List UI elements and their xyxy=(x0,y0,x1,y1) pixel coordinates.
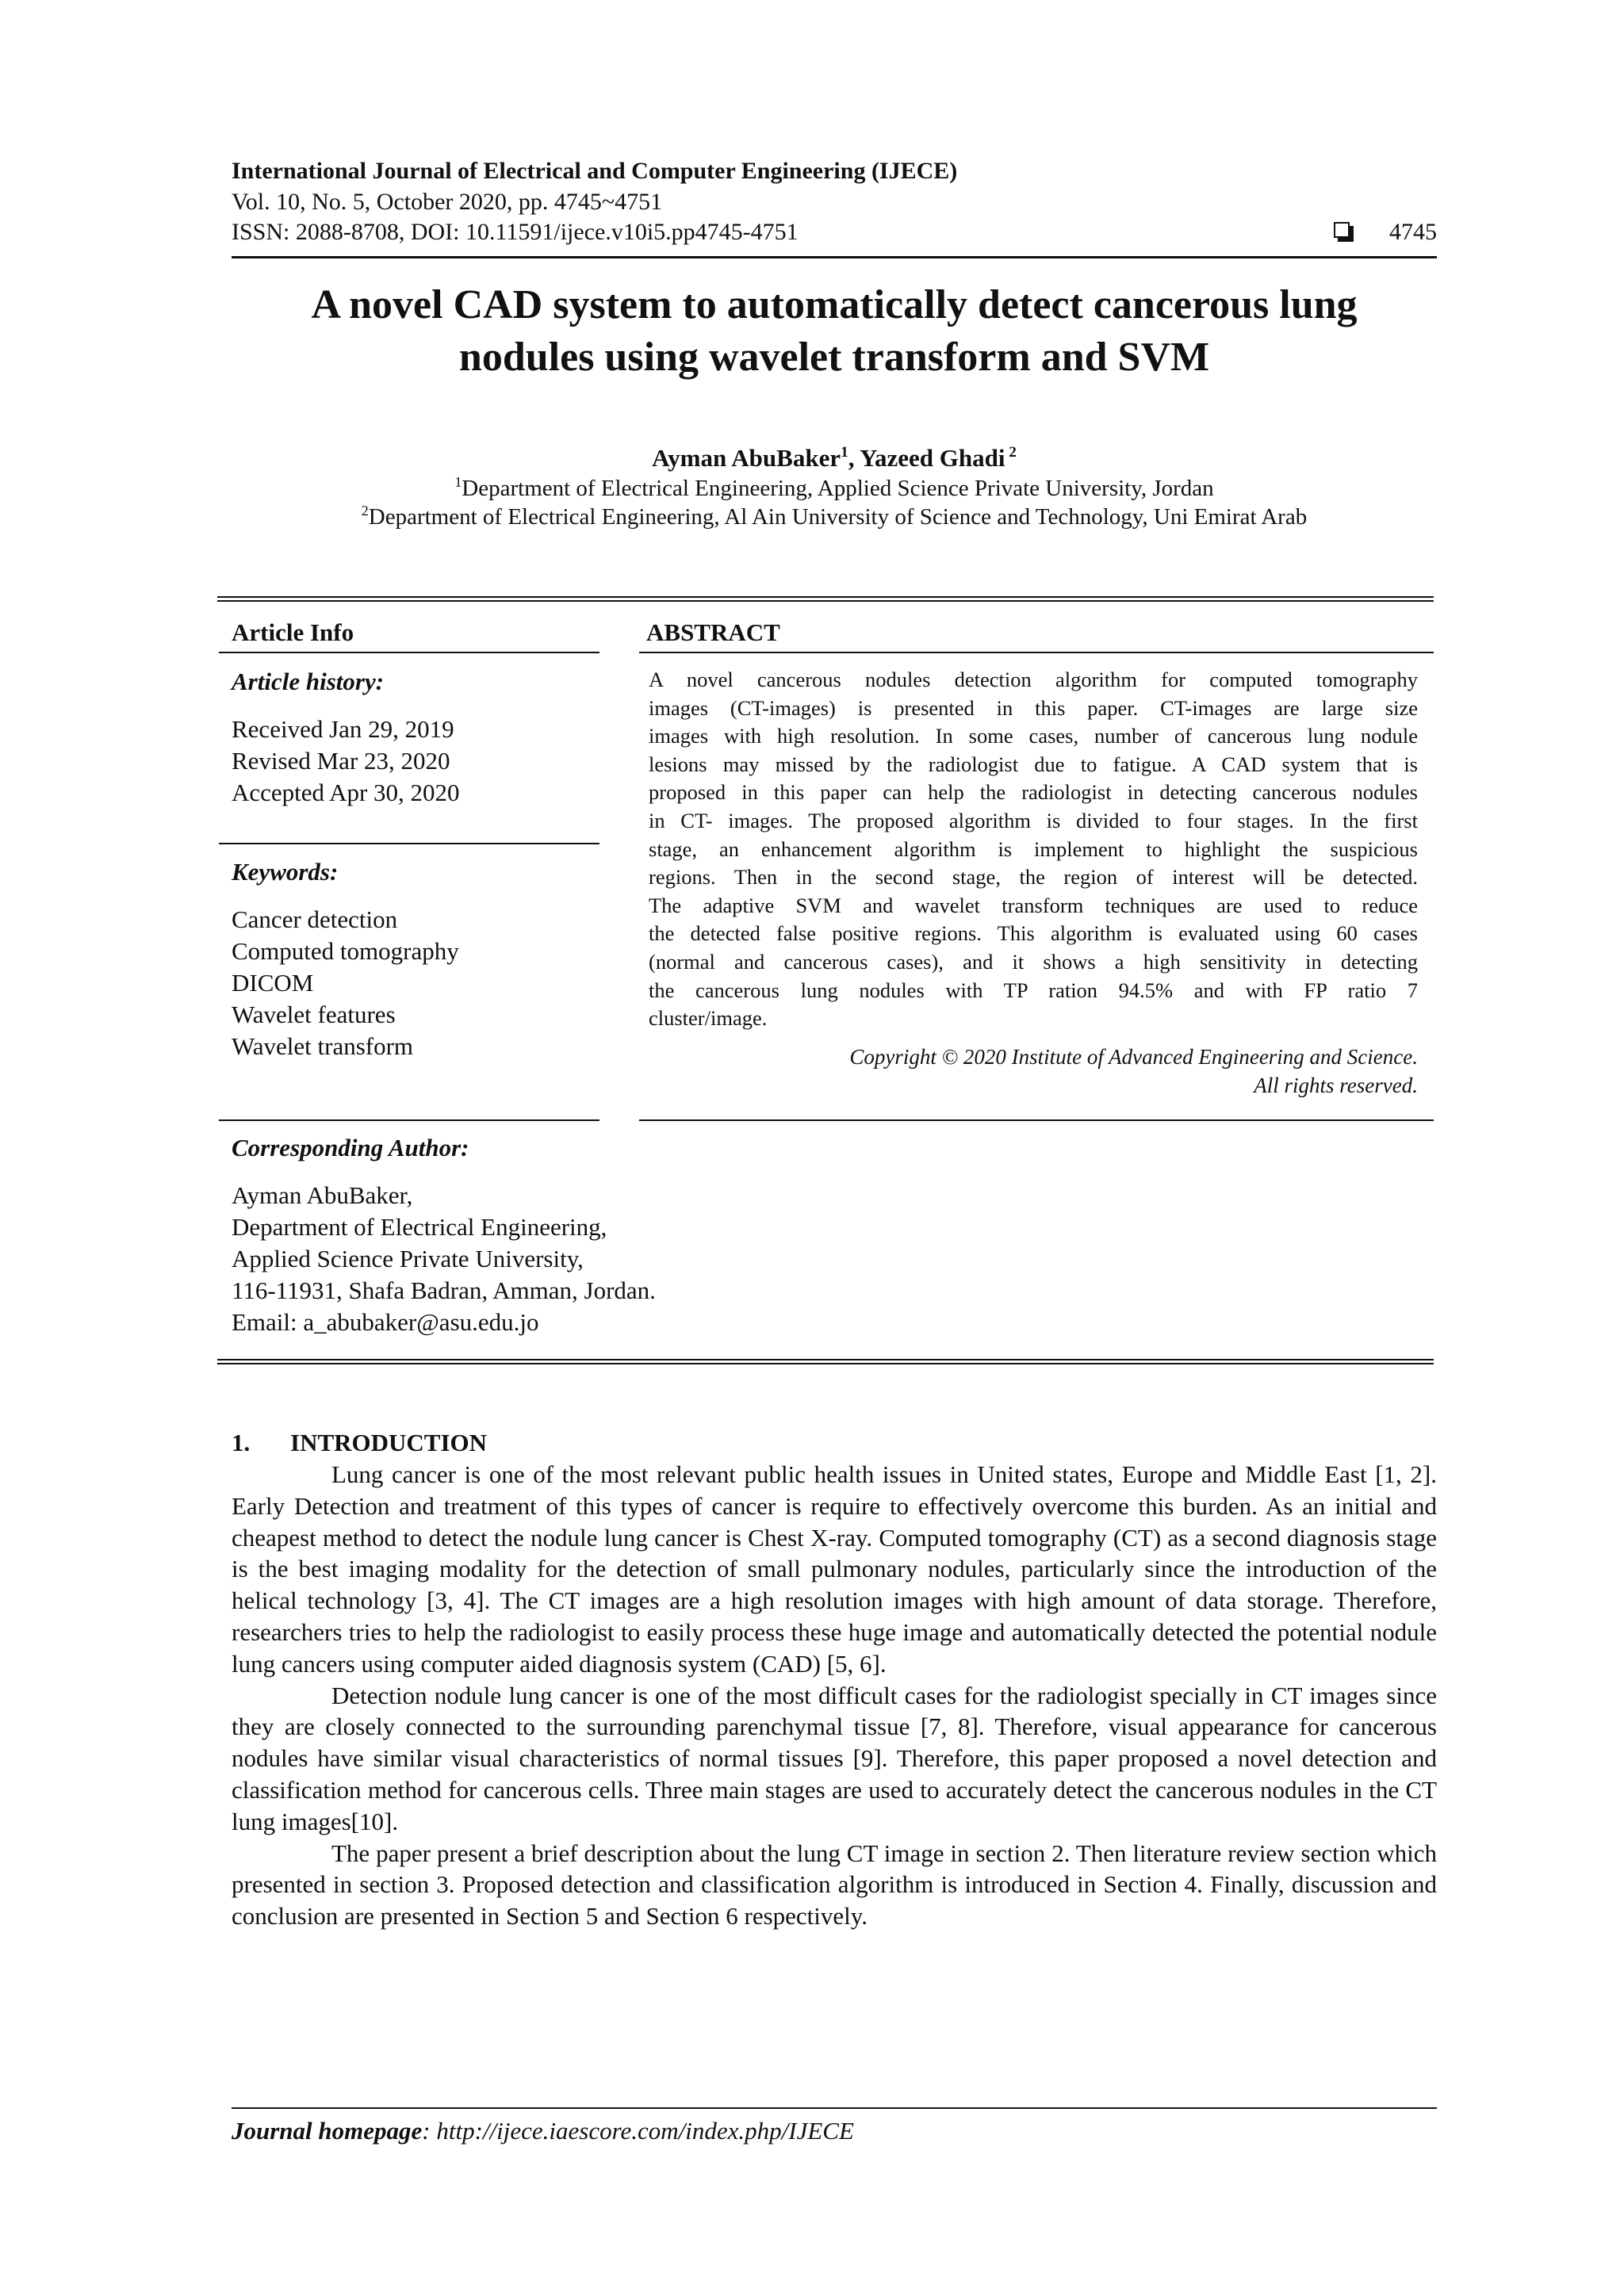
issn-line xyxy=(232,217,1437,247)
abstract-line: lesions may missed by the radiologist due to fatigue. A CAD system that is xyxy=(649,752,1418,776)
author-separator: , xyxy=(848,444,860,472)
received-date: Received Jan 29, 2019 xyxy=(232,715,454,743)
affiliation-1-marker: 1 xyxy=(454,474,462,491)
footer xyxy=(232,2115,854,2147)
abstract-line: stage, an enhancement algorithm is implement to highlight the suspicious xyxy=(649,836,1418,861)
abstract-bottom-rule xyxy=(639,1119,1434,1121)
journal-name: International Journal of Electrical and Computer Engineering (IJECE) xyxy=(232,158,958,184)
author-1: Ayman AbuBaker xyxy=(652,444,841,472)
article-history-heading: Article history: xyxy=(232,668,385,695)
affiliation-2-marker: 2 xyxy=(361,503,369,519)
article-info-heading: Article Info xyxy=(232,618,354,646)
affiliation-1 xyxy=(232,474,1437,503)
title-line-2: nodules using wavelet transform and SVM xyxy=(458,335,1210,380)
running-header xyxy=(232,155,1437,247)
keyword-item: Cancer detection xyxy=(232,905,398,933)
footer-label: Journal homepage xyxy=(232,2117,423,2145)
paper-title xyxy=(232,279,1437,384)
abstract-heading: ABSTRACT xyxy=(646,618,780,646)
keywords-rule xyxy=(219,1119,599,1121)
checkbox-square-icon xyxy=(1334,222,1350,238)
abstract-line: the cancerous lung nodules with TP ration 94.5% and with FP ratio 7 xyxy=(649,978,1418,1002)
abstract-line: the detected false positive regions. This algorithm is evaluated using 60 cases xyxy=(649,921,1418,946)
abstract-line: proposed in this paper can help the radiologist in detecting cancerous nodules xyxy=(649,780,1418,805)
abstract-rule xyxy=(639,652,1434,653)
section-heading xyxy=(232,1427,1437,1459)
section-title: INTRODUCTION xyxy=(290,1429,488,1456)
affiliation-2 xyxy=(232,503,1437,531)
intro-paragraph-3: The paper present a brief description about the lung CT image in section 2. Then literature review section which presented in section 3. Proposed detection and classification algorithm is introduced in Section 4. Finally, discussion and conclusion are presented in Section 5 and Section 6 respectively. xyxy=(232,1839,1437,1931)
corresponding-email: Email: a_abubaker@asu.edu.jo xyxy=(232,1308,539,1336)
corresponding-heading: Corresponding Author: xyxy=(232,1134,469,1161)
copyright-line-2: All rights reserved. xyxy=(1254,1073,1418,1097)
history-rule xyxy=(219,843,599,844)
abstract-line: (normal and cancerous cases), and it shows a high sensitivity in detecting xyxy=(649,949,1418,974)
author-2-affil: 2 xyxy=(1005,444,1017,461)
author-1-affil: 1 xyxy=(841,444,848,461)
introduction-section xyxy=(232,1427,1437,1932)
keywords xyxy=(232,856,459,1062)
info-box-top-rule xyxy=(217,596,1434,602)
abstract-line: A novel cancerous nodules detection algorithm for computed tomography xyxy=(649,668,1418,691)
article-info-rule xyxy=(219,652,599,653)
corresponding-name: Ayman AbuBaker, xyxy=(232,1181,413,1209)
abstract-line: in CT- images. The proposed algorithm is divided to four stages. In the first xyxy=(649,808,1418,832)
intro-paragraph-1: Lung cancer is one of the most relevant public health issues in United states, Europe and Middle East [1, 2]. Early Detection and treatment of this types of cancer is require to effectively overcome this burden. As an initial and cheapest method to detect the nodule lung cancer is Chest X-ray. Computed tomography (CT) as a second diagnosis stage is the best imaging modality for the detection of small pulmonary nodules, particularly since the introduction of the helical technology [3, 4]. The CT images are a high resolution images with high amount of data storage. Therefore, researchers tries to help the radiologist to easily process these huge image and automatically detected the potential nodule lung cancers using computer aided diagnosis system (CAD) [5, 6]. xyxy=(232,1460,1437,1678)
corresponding-univ: Applied Science Private University, xyxy=(232,1245,584,1272)
abstract-line: The adaptive SVM and wavelet transform techniques are used to reduce xyxy=(649,893,1418,917)
journal-homepage-link[interactable]: : http://ijece.iaescore.com/index.php/IJECE xyxy=(422,2117,854,2145)
page-number: 4745 xyxy=(1389,219,1437,245)
keyword-item: Wavelet transform xyxy=(232,1032,414,1060)
author-2: Yazeed Ghadi xyxy=(860,444,1005,472)
keyword-item: DICOM xyxy=(232,969,314,997)
affiliation-1-text: Department of Electrical Engineering, Applied Science Private University, Jordan xyxy=(462,476,1214,501)
abstract-line: cluster/image. xyxy=(649,1006,768,1031)
title-line-1: A novel CAD system to automatically detect cancerous lung xyxy=(311,282,1358,327)
corresponding-author xyxy=(232,1132,866,1338)
article-history xyxy=(232,666,460,809)
section-number: 1. xyxy=(232,1429,251,1456)
accepted-date: Accepted Apr 30, 2020 xyxy=(232,779,460,806)
issn-doi: ISSN: 2088-8708, DOI: 10.11591/ijece.v10i5.pp4745-4751 xyxy=(232,219,799,245)
affiliation-2-text: Department of Electrical Engineering, Al Ain University of Science and Technology, Uni Emirat Arab xyxy=(368,504,1308,530)
volume-info: Vol. 10, No. 5, October 2020, pp. 4745~4751 xyxy=(232,189,663,215)
keyword-item: Computed tomography xyxy=(232,937,459,965)
abstract-body xyxy=(649,666,1418,1100)
corresponding-address: 116-11931, Shafa Badran, Amman, Jordan. xyxy=(232,1276,656,1304)
keyword-item: Wavelet features xyxy=(232,1001,396,1028)
footer-rule xyxy=(232,2107,1437,2109)
info-box-bottom-rule xyxy=(217,1359,1434,1364)
abstract-line: regions. Then in the second stage, the region of interest will be detected. xyxy=(649,865,1418,890)
abstract-line: images (CT-images) is presented in this paper. CT-images are large size xyxy=(649,695,1418,720)
header-rule xyxy=(232,256,1437,258)
revised-date: Revised Mar 23, 2020 xyxy=(232,747,450,775)
keywords-heading: Keywords: xyxy=(232,858,339,886)
intro-paragraph-2: Detection nodule lung cancer is one of the most difficult cases for the radiologist specially in CT images since they are closely connected to the surrounding parenchymal tissue [7, 8]. Therefore, visual appearance for cancerous nodules have similar visual characteristics of normal tissues [9]. Therefore, this paper proposed a novel detection and classification method for cancerous cells. Three main stages are used to accurately detect the cancerous nodules in the CT lung images[10]. xyxy=(232,1681,1437,1835)
abstract-line: images with high resolution. In some cases, number of cancerous lung nodule xyxy=(649,724,1418,748)
copyright-line-1: Copyright © 2020 Institute of Advanced Engineering and Science. xyxy=(849,1044,1418,1069)
author-list xyxy=(232,442,1437,474)
corresponding-dept: Department of Electrical Engineering, xyxy=(232,1213,607,1241)
